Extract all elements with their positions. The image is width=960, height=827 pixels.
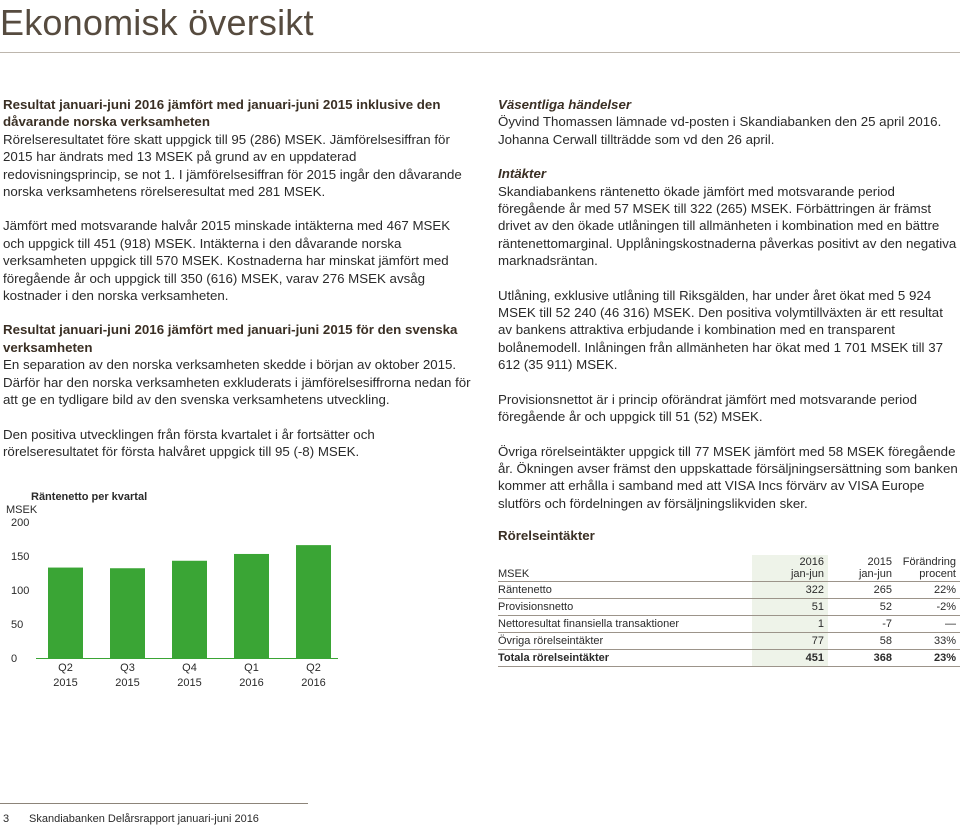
value-2015: -7 — [828, 616, 896, 633]
paragraph: Provisionsnettot är i princip oförändrat jämfört med motsvarande period föregående år och uppgick till 51 (52) MSEK. — [498, 391, 918, 425]
row-label: Nettoresultat finansiella transaktioner — [498, 616, 752, 633]
y-tick-label: 100 — [11, 585, 30, 597]
income-table — [498, 555, 960, 667]
paragraph: Den positiva utvecklingen från första kvartalet i år fortsätter och rörelseresultatet för första halvåret uppgick till 95 (-8) MSEK. — [3, 426, 375, 459]
y-tick-label: 200 — [11, 517, 30, 529]
col-2015-period: jan-jun — [858, 568, 892, 581]
revenue-chart — [0, 486, 340, 696]
title-divider — [0, 52, 960, 53]
total-label: Totala rörelseintäkter — [498, 650, 752, 667]
x-tick-quarter: Q2 — [306, 662, 321, 674]
table-title: Rörelseintäkter — [498, 528, 595, 544]
row-label: Övriga rörelseintäkter — [498, 633, 752, 650]
x-tick-quarter: Q1 — [244, 662, 259, 674]
footer-divider — [0, 803, 308, 804]
y-tick-label: 50 — [11, 619, 24, 631]
total-2016: 451 — [752, 650, 828, 667]
col-2015-header — [828, 555, 896, 582]
value-change: 22% — [896, 582, 960, 599]
left-column — [3, 96, 471, 460]
x-tick-quarter: Q3 — [120, 662, 135, 674]
chart-title: Räntenetto per kvartal — [31, 491, 148, 503]
table-header-row — [498, 555, 960, 582]
value-2016: 77 — [752, 633, 828, 650]
page-title: Ekonomisk översikt — [0, 2, 314, 43]
page-number: 3 — [3, 813, 10, 825]
y-tick-label: 150 — [11, 551, 30, 563]
x-tick-quarter: Q4 — [182, 662, 197, 674]
value-2015: 52 — [828, 599, 896, 616]
chart-bar — [172, 561, 207, 658]
value-change: — — [896, 616, 960, 633]
chart-bar — [234, 554, 269, 658]
paragraph: Rörelseresultatet före skatt uppgick till 95 (286) MSEK. Jämförelsesiffran för 2015 har ändrats med 13 MSEK på grund av en uppdaterad redovisningsprincip, se not 1. I jämförelsesiffran för 2015 ingår den dåvarande norska verksamhetens rörelseresultat med 281 MSEK. — [3, 131, 462, 200]
value-2016: 1 — [752, 616, 828, 633]
table-row — [498, 616, 960, 633]
value-2016: 322 — [752, 582, 828, 599]
x-tick-year: 2016 — [301, 677, 326, 689]
value-change: -2% — [896, 599, 960, 616]
x-tick-year: 2015 — [177, 677, 202, 689]
x-tick-year: 2015 — [115, 677, 140, 689]
paragraph: Skandiabankens räntenetto ökade jämfört med motsvarande period föregående år med 57 MSEK till 322 (265) MSEK. Förbättringen är främst drivet av den ökade utlåningen till allmänheten i kombination med en bättre räntenettomarginal. Upplåningskostnaderna påverkas positivt av den negativa marknadsräntan. — [498, 183, 957, 269]
col-change-line2: procent — [919, 568, 956, 581]
value-change: 33% — [896, 633, 960, 650]
total-change: 23% — [896, 650, 960, 667]
table-row — [498, 633, 960, 650]
value-2015: 58 — [828, 633, 896, 650]
col-2016-header — [752, 555, 828, 582]
section-heading: Resultat januari-juni 2016 jämfört med januari-juni 2015 för den svenska verksamheten — [3, 322, 458, 355]
table-total-row — [498, 650, 960, 667]
chart-bar — [110, 568, 145, 658]
page-footer — [3, 813, 259, 825]
paragraph: Utlåning, exklusive utlåning till Riksgälden, har under året ökat med 5 924 MSEK till 52 240 (46 316) MSEK. Den positiva volymtillväxten är ett resultat av bankens attraktiva erbjudande i kombination med en transparent bolånemodell. Inlåningen från allmänheten har ökat med 1 701 MSEK till 37 612 (35 911) MSEK. — [498, 287, 943, 373]
subheading: Intäkter — [498, 166, 547, 182]
footer-text: Skandiabanken Delårsrapport januari-juni 2016 — [29, 813, 259, 825]
total-2015: 368 — [828, 650, 896, 667]
row-label: Provisionsnetto — [498, 599, 752, 616]
col-change-header — [896, 555, 960, 582]
col-2016-year: 2016 — [799, 556, 824, 569]
chart-y-label: MSEK — [6, 504, 38, 516]
x-tick-year: 2015 — [53, 677, 78, 689]
value-2016: 51 — [752, 599, 828, 616]
x-tick-quarter: Q2 — [58, 662, 73, 674]
right-column — [498, 96, 960, 667]
table-row — [498, 599, 960, 616]
col-label-header: MSEK — [498, 555, 752, 582]
chart-canvas — [0, 486, 340, 696]
paragraph: Övriga rörelseintäkter uppgick till 77 MSEK jämfört med 58 MSEK föregående år. Ökningen avser främst den uppskattade försäljningsersättning som banken kommer att erhålla i samband med att VISA Incs förvärv av VISA Europe slutförs och fördelningen av försäljningslikviden sker. — [498, 443, 958, 511]
paragraph: Jämfört med motsvarande halvår 2015 minskade intäkterna med 467 MSEK och uppgick till 451 (918) MSEK. Intäkterna i den dåvarande norska verksamheten uppgick till 570 MSEK. Kostnaderna har minskat jämfört med föregående år och uppgick till 350 (616) MSEK, varav 276 MSEK avsåg kostnader i den norska verksamheten. — [3, 218, 451, 304]
col-2016-period: jan-jun — [790, 568, 824, 581]
chart-bar — [296, 545, 331, 658]
paragraph: En separation av den norska verksamheten skedde i början av oktober 2015. Därför har den norska verksamheten exkluderats i jämförelsesiffrorna nedan för att ge en tydligare bild av den svenska verksamhetens utveckling. — [3, 357, 471, 408]
subheading: Väsentliga händelser — [498, 97, 632, 112]
paragraph: Öyvind Thomassen lämnade vd-posten i Skandiabanken den 25 april 2016. Johanna Cerwall tillträdde som vd den 26 april. — [498, 114, 942, 147]
chart-bar — [48, 568, 83, 658]
x-tick-year: 2016 — [239, 677, 264, 689]
section-heading: Resultat januari-juni 2016 jämfört med januari-juni 2015 inklusive den dåvarande norska verksamheten — [3, 97, 441, 130]
value-2015: 265 — [828, 582, 896, 599]
y-tick-label: 0 — [11, 653, 18, 665]
row-label: Räntenetto — [498, 582, 752, 599]
col-change-line1: Förändring — [902, 556, 956, 569]
col-2015-year: 2015 — [867, 556, 892, 569]
table-row — [498, 582, 960, 599]
